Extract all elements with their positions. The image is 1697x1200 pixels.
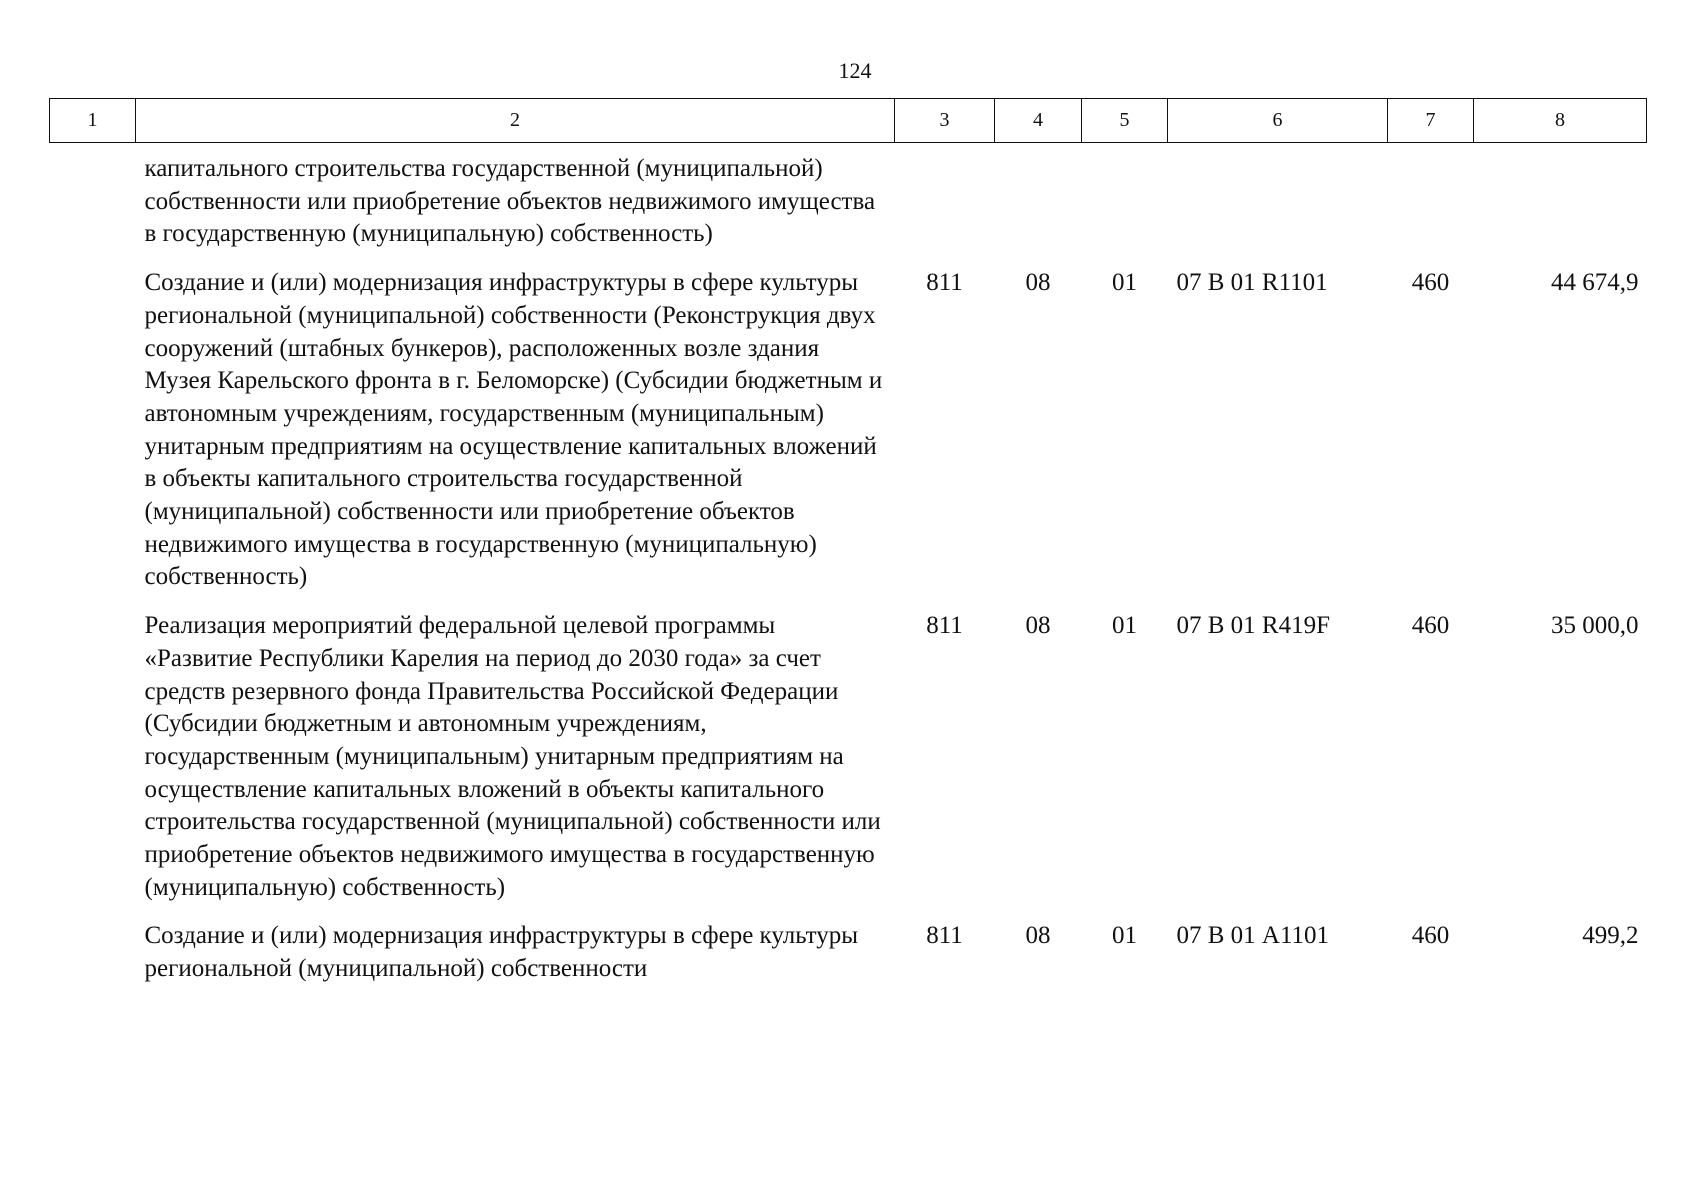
row-col-3: 811 <box>926 922 963 950</box>
row-amount <box>1474 143 1647 252</box>
row-amount: 499,2 <box>1582 922 1639 950</box>
row-col-6 <box>1168 143 1388 252</box>
row-col-1 <box>50 251 136 594</box>
header-col-1: 1 <box>50 99 136 143</box>
row-amount: 35 000,0 <box>1551 612 1639 640</box>
row-col-7: 460 <box>1411 612 1450 640</box>
header-col-5: 5 <box>1082 99 1168 143</box>
row-col-5: 01 <box>1112 612 1137 640</box>
row-col-1 <box>50 594 136 904</box>
row-col-6: 07 В 01 R1101 <box>1176 269 1328 297</box>
table-row <box>50 143 1647 252</box>
row-col-5 <box>1082 143 1168 252</box>
header-col-7: 7 <box>1388 99 1474 143</box>
row-col-7 <box>1388 143 1474 252</box>
row-col-4 <box>995 143 1082 252</box>
header-col-8: 8 <box>1474 99 1647 143</box>
row-col-6: 07 В 01 А1101 <box>1176 922 1330 950</box>
row-col-5: 01 <box>1112 269 1137 297</box>
header-col-2: 2 <box>136 99 895 143</box>
row-col-5: 01 <box>1112 922 1137 950</box>
row-col-6: 07 В 01 R419F <box>1176 612 1331 640</box>
row-col-1 <box>50 143 136 252</box>
row-col-4: 08 <box>1025 612 1051 640</box>
row-description: Создание и (или) модернизация инфраструктуры в сфере культуры региональной (муниципальной) собственности <box>144 922 859 983</box>
header-col-6: 6 <box>1168 99 1388 143</box>
row-description: капитального строительства государственной (муниципальной) собственности или приобретение объектов недвижимого имущества в государственную (муниципальную) собственность) <box>144 155 876 248</box>
row-amount: 44 674,9 <box>1551 269 1639 297</box>
table-row <box>50 251 1647 594</box>
row-description: Реализация мероприятий федеральной целевой программы «Развитие Республики Карелия на период до 2030 года» за счет средств резервного фонда Правительства Российской Федерации (Субсидии бюджетным и автономным учреждениям, государственным (муниципальным) унитарным предприятиям на осуществление капитальных вложений в объекты капитального строительства государственной (муниципальной) собственности или приобретение объектов недвижимого имущества в государственную (муниципальную) собственность) <box>144 612 881 901</box>
row-col-3 <box>895 143 995 252</box>
row-col-7: 460 <box>1411 922 1450 950</box>
row-col-7: 460 <box>1411 269 1450 297</box>
header-row <box>50 99 1647 143</box>
header-col-4: 4 <box>995 99 1082 143</box>
table-body <box>50 143 1647 986</box>
table-row <box>50 594 1647 904</box>
row-col-4: 08 <box>1025 922 1051 950</box>
row-col-3: 811 <box>926 269 963 297</box>
row-col-1 <box>50 904 136 985</box>
row-description: Создание и (или) модернизация инфраструктуры в сфере культуры региональной (муниципальной) собственности (Реконструкция двух сооружений (штабных бункеров), расположенных возле здания Музея Карельского фронта в г. Беломорске) (Субсидии бюджетным и автономным учреждениям, государственным (муниципальным) унитарным предприятиям на осуществление капитальных вложений в объекты капитального строительства государственной (муниципальной) собственности или приобретение объектов недвижимого имущества в государственную (муниципальную) собственность) <box>144 269 883 591</box>
header-col-3: 3 <box>895 99 995 143</box>
table-row <box>50 904 1647 985</box>
row-col-4: 08 <box>1025 269 1051 297</box>
table-header <box>50 99 1647 143</box>
row-col-3: 811 <box>926 612 963 640</box>
page-number: 124 <box>838 58 872 83</box>
budget-table <box>49 98 1647 986</box>
